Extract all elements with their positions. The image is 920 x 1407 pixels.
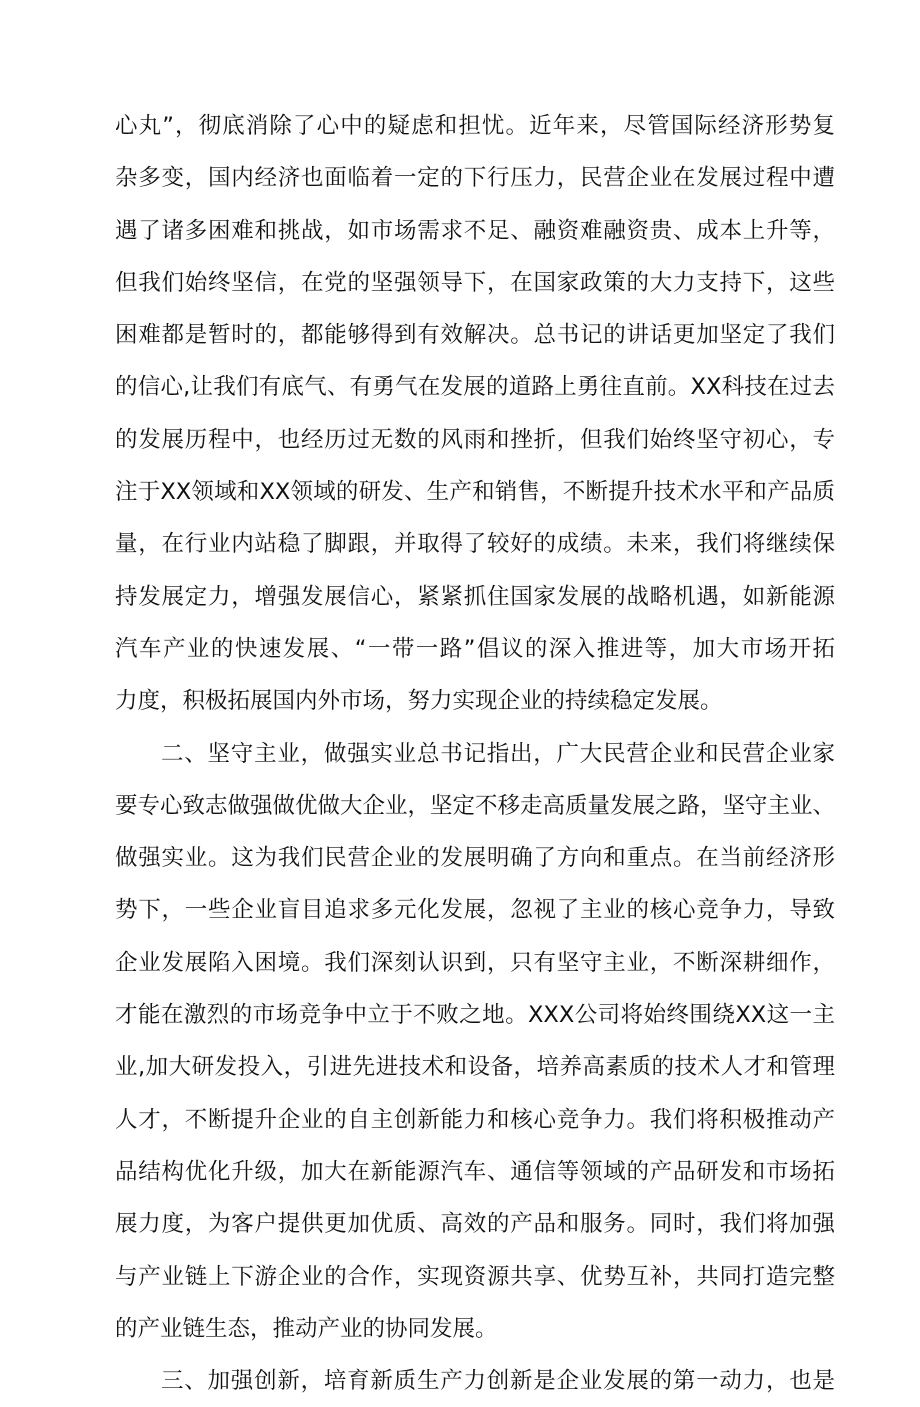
text-line: 人才，不断提升企业的自主创新能力和核心竞争力。我们将积极推动产 — [115, 1106, 835, 1133]
text-line: 持发展定力，增强发展信心，紧紧抓住国家发展的战略机遇，如新能源 — [115, 583, 835, 610]
text-line: 量，在行业内站稳了脚跟，并取得了较好的成绩。未来，我们将继续保 — [115, 531, 835, 558]
paragraph-first-line: 三、加强创新，培育新质生产力创新是企业发展的第一动力，也是 — [161, 1368, 835, 1395]
text-line: 要专心致志做强做优做大企业，坚定不移走高质量发展之路，坚守主业、 — [115, 792, 835, 819]
text-line: 的信心,让我们有底气、有勇气在发展的道路上勇往直前。XX科技在过去 — [115, 374, 835, 401]
text-line: 做强实业。这为我们民营企业的发展明确了方向和重点。在当前经济形 — [115, 845, 835, 872]
text-line: 注于XX领域和XX领域的研发、生产和销售，不断提升技术水平和产品质 — [115, 479, 835, 506]
text-line: 业,加大研发投入，引进先进技术和设备，培养高素质的技术人才和管理 — [115, 1054, 835, 1081]
text-line: 势下，一些企业盲目追求多元化发展，忽视了主业的核心竞争力，导致 — [115, 897, 835, 924]
text-line: 心丸”，彻底消除了心中的疑虑和担忧。近年来，尽管国际经济形势复 — [115, 113, 835, 139]
text-line: 的发展历程中，也经历过无数的风雨和挫折，但我们始终坚守初心，专 — [115, 426, 835, 453]
text-line: 遇了诸多困难和挑战，如市场需求不足、融资难融资贵、成本上升等， — [115, 217, 835, 244]
text-line: 困难都是暂时的，都能够得到有效解决。总书记的讲话更加坚定了我们 — [115, 322, 835, 349]
text-line: 企业发展陷入困境。我们深刻认识到，只有坚守主业，不断深耕细作， — [115, 949, 835, 976]
text-line: 品结构优化升级，加大在新能源汽车、通信等领域的产品研发和市场拓 — [115, 1158, 835, 1185]
text-line: 但我们始终坚信，在党的坚强领导下，在国家政策的大力支持下，这些 — [115, 269, 835, 296]
body-text — [115, 100, 835, 1407]
text-line: 才能在激烈的市场竞争中立于不败之地。XXX公司将始终围绕XX这一主 — [115, 1002, 835, 1029]
paragraph-first-line: 二、坚守主业，做强实业总书记指出，广大民营企业和民营企业家 — [161, 740, 835, 767]
text-line: 力度，积极拓展国内外市场，努力实现企业的持续稳定发展。 — [115, 688, 723, 715]
text-line: 汽车产业的快速发展、“一带一路”倡议的深入推进等，加大市场开拓 — [115, 635, 835, 662]
text-line: 展力度，为客户提供更加优质、高效的产品和服务。同时，我们将加强 — [115, 1211, 835, 1238]
text-line: 杂多变，国内经济也面临着一定的下行压力，民营企业在发展过程中遭 — [115, 165, 835, 192]
text-line: 与产业链上下游企业的合作，实现资源共享、优势互补，共同打造完整 — [115, 1263, 835, 1290]
text-line: 的产业链生态，推动产业的协同发展。 — [115, 1315, 498, 1342]
